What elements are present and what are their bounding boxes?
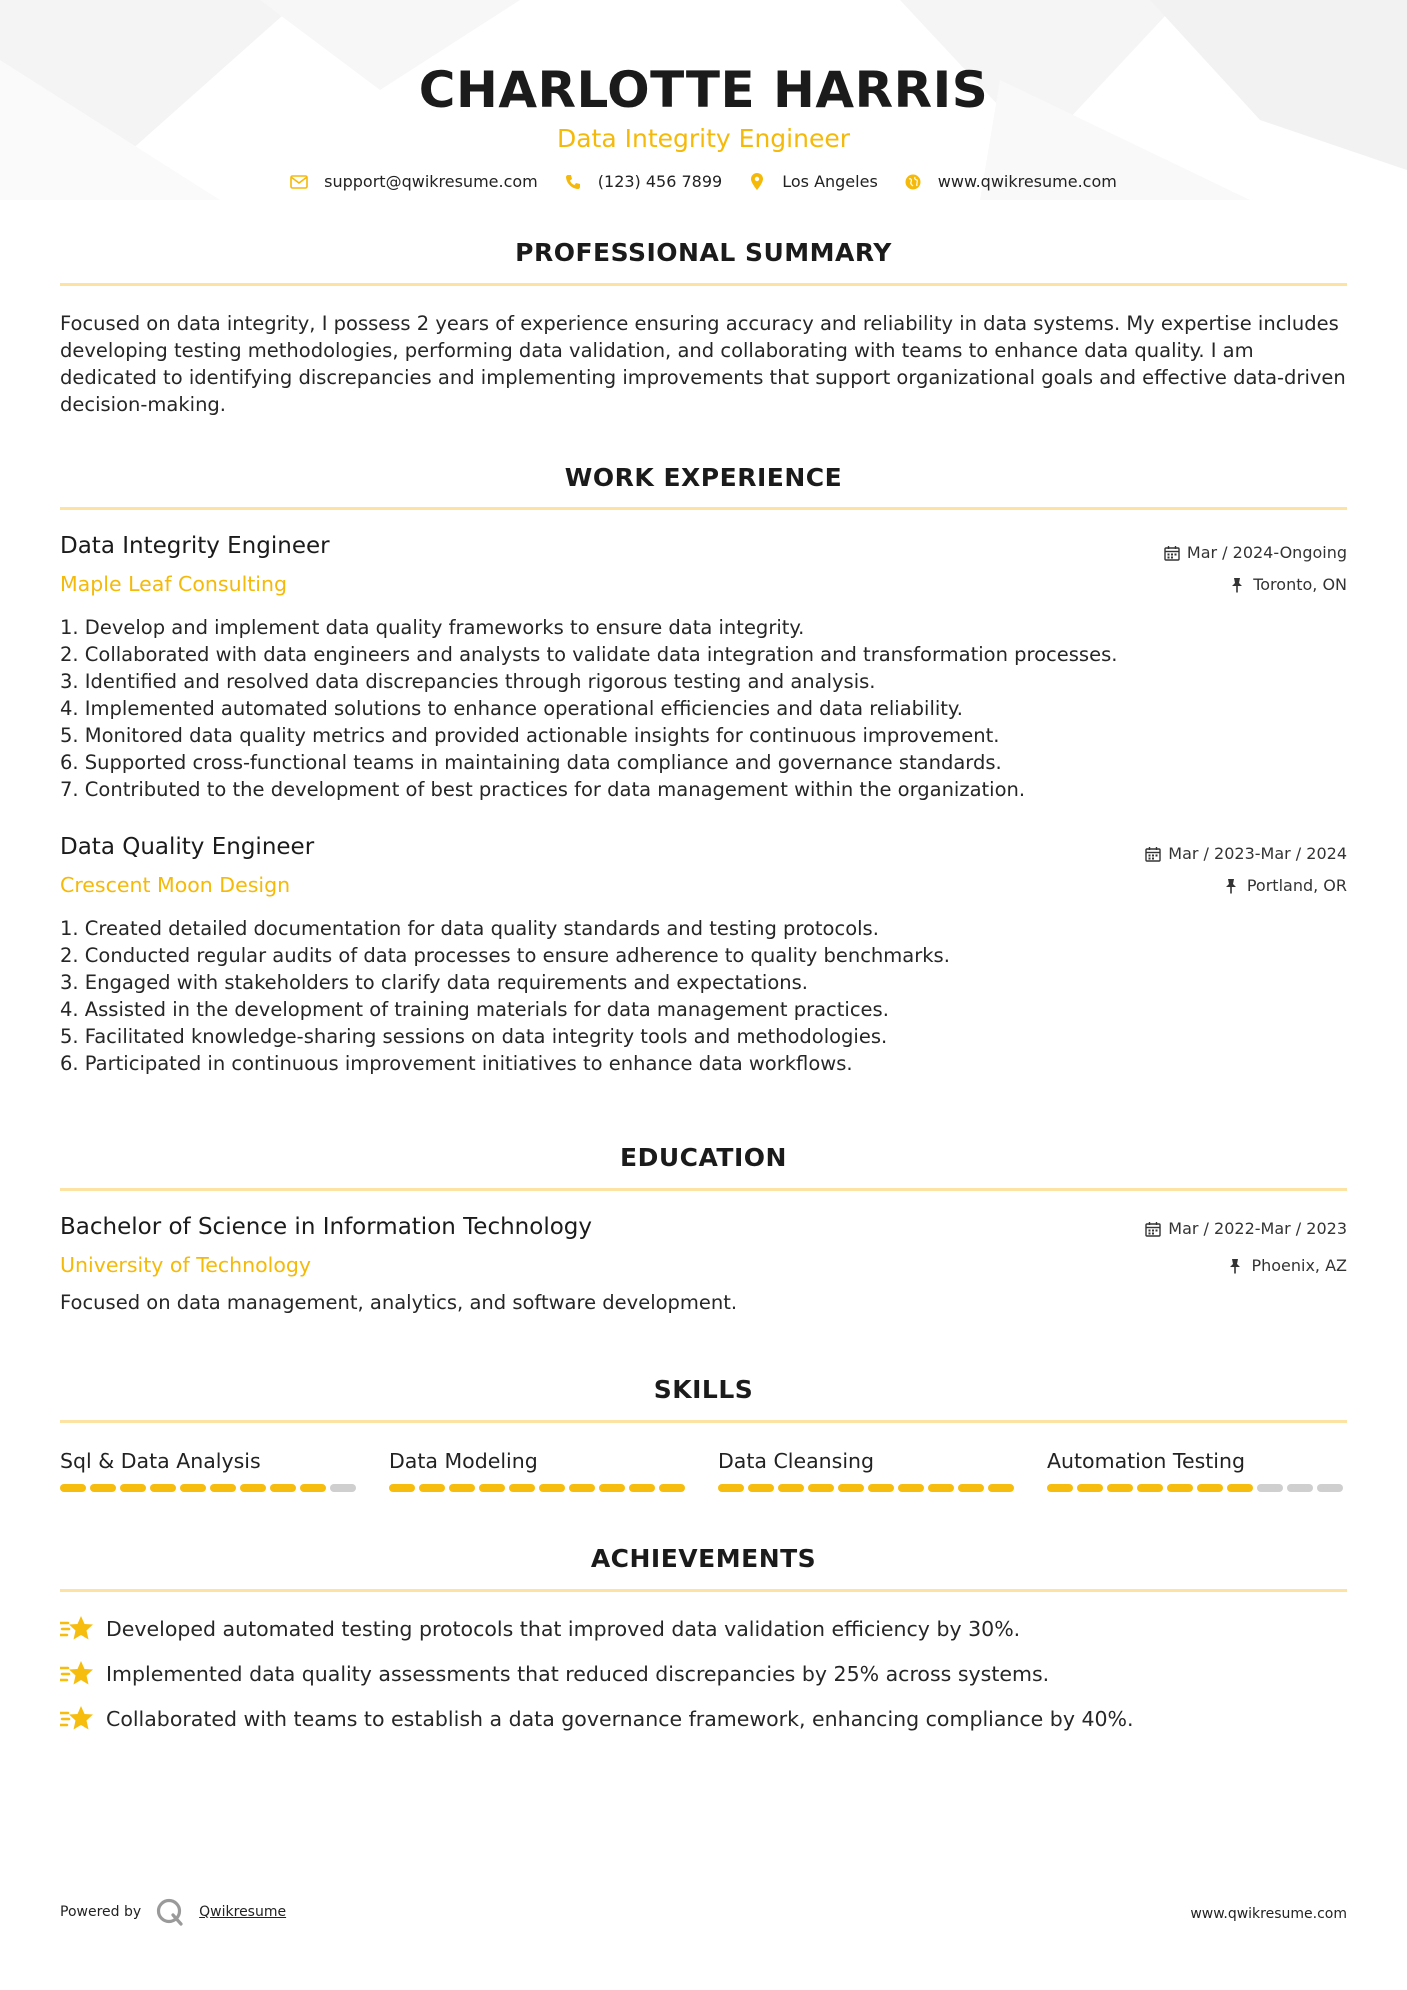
achievement-item bbox=[60, 1659, 1049, 1689]
job-responsibilities bbox=[60, 915, 1350, 1077]
skill-segment-filled bbox=[419, 1484, 445, 1492]
skill-segment-filled bbox=[928, 1484, 954, 1492]
achievement-text: Implemented data quality assessments that reduced discrepancies by 25% across systems. bbox=[106, 1662, 1050, 1686]
contact-phone-text: (123) 456 7899 bbox=[597, 172, 723, 191]
skill-rating-bar bbox=[1047, 1484, 1347, 1492]
skill-segment-filled bbox=[599, 1484, 625, 1492]
qwikresume-link[interactable]: Qwikresume bbox=[199, 1904, 287, 1920]
skill-segment-filled bbox=[1047, 1484, 1073, 1492]
skill-item bbox=[718, 1448, 1018, 1492]
skill-name: Data Cleansing bbox=[718, 1449, 875, 1473]
skill-item bbox=[60, 1448, 360, 1492]
list-item: 5. Facilitated knowledge-sharing sessions on data integrity tools and methodologies. bbox=[60, 1025, 888, 1048]
skill-segment-filled bbox=[1137, 1484, 1163, 1492]
contact-phone[interactable] bbox=[564, 172, 722, 191]
skills-divider bbox=[60, 1420, 1347, 1423]
star-icon bbox=[60, 1659, 94, 1689]
skill-segment-filled bbox=[808, 1484, 834, 1492]
job-dates bbox=[1145, 844, 1347, 863]
job-company: Maple Leaf Consulting bbox=[60, 572, 288, 596]
skill-segment-empty bbox=[330, 1484, 356, 1492]
footer-powered-by bbox=[60, 1897, 286, 1927]
globe-icon bbox=[904, 173, 922, 191]
list-item: 3. Identified and resolved data discrepancies through rigorous testing and analysis. bbox=[60, 670, 876, 693]
job-responsibilities bbox=[60, 614, 1350, 803]
skill-segment-filled bbox=[629, 1484, 655, 1492]
list-item: 4. Implemented automated solutions to enhance operational efficiencies and data reliability. bbox=[60, 697, 963, 720]
map-pin-icon bbox=[748, 173, 766, 191]
skill-segment-filled bbox=[240, 1484, 266, 1492]
skill-segment-filled bbox=[60, 1484, 86, 1492]
skill-name: Data Modeling bbox=[389, 1449, 538, 1473]
education-heading: EDUCATION bbox=[620, 1143, 787, 1172]
achievement-text: Collaborated with teams to establish a data governance framework, enhancing compliance by 40%. bbox=[106, 1707, 1134, 1731]
contact-location bbox=[748, 172, 878, 191]
phone-icon bbox=[564, 173, 582, 191]
skill-segment-filled bbox=[210, 1484, 236, 1492]
skill-segment-empty bbox=[1287, 1484, 1313, 1492]
skill-name: Automation Testing bbox=[1047, 1449, 1245, 1473]
skill-item bbox=[389, 1448, 689, 1492]
contact-email-text: support@qwikresume.com bbox=[324, 172, 538, 191]
skill-segment-filled bbox=[988, 1484, 1014, 1492]
contact-bar bbox=[0, 172, 1407, 191]
skill-segment-filled bbox=[120, 1484, 146, 1492]
skill-rating-bar bbox=[389, 1484, 689, 1492]
resume-header bbox=[0, 58, 1407, 156]
skill-segment-filled bbox=[90, 1484, 116, 1492]
skill-segment-filled bbox=[180, 1484, 206, 1492]
pushpin-icon bbox=[1228, 1258, 1244, 1274]
skill-segment-filled bbox=[449, 1484, 475, 1492]
skills-grid bbox=[60, 1448, 1347, 1492]
skill-segment-filled bbox=[838, 1484, 864, 1492]
skill-segment-empty bbox=[1257, 1484, 1283, 1492]
achievement-item bbox=[60, 1704, 1134, 1734]
job-title: Data Quality Engineer bbox=[60, 834, 315, 860]
education-dates bbox=[1145, 1219, 1347, 1238]
list-item: 1. Created detailed documentation for data quality standards and testing protocols. bbox=[60, 917, 879, 940]
skill-segment-filled bbox=[868, 1484, 894, 1492]
qwikresume-logo-icon bbox=[155, 1897, 185, 1927]
envelope-icon bbox=[290, 173, 308, 191]
skill-segment-filled bbox=[300, 1484, 326, 1492]
list-item: 2. Collaborated with data engineers and analysts to validate data integration and transformation processes. bbox=[60, 643, 1118, 666]
skill-segment-filled bbox=[898, 1484, 924, 1492]
skill-segment-filled bbox=[509, 1484, 535, 1492]
experience-divider bbox=[60, 507, 1347, 510]
list-item: 4. Assisted in the development of training materials for data management practices. bbox=[60, 998, 889, 1021]
job-location-text: Portland, OR bbox=[1246, 876, 1347, 895]
list-item: 3. Engaged with stakeholders to clarify data requirements and expectations. bbox=[60, 971, 808, 994]
candidate-name: CHARLOTTE HARRIS bbox=[418, 61, 989, 119]
summary-divider bbox=[60, 283, 1347, 286]
skill-rating-bar bbox=[60, 1484, 360, 1492]
skill-segment-filled bbox=[1167, 1484, 1193, 1492]
skill-item bbox=[1047, 1448, 1347, 1492]
skill-segment-filled bbox=[389, 1484, 415, 1492]
skill-segment-empty bbox=[1317, 1484, 1343, 1492]
skill-segment-filled bbox=[958, 1484, 984, 1492]
skill-segment-filled bbox=[539, 1484, 565, 1492]
skill-segment-filled bbox=[150, 1484, 176, 1492]
star-icon bbox=[60, 1704, 94, 1734]
school-name: University of Technology bbox=[60, 1253, 312, 1277]
achievements-heading: ACHIEVEMENTS bbox=[590, 1544, 817, 1573]
powered-by-label: Powered by bbox=[60, 1904, 142, 1920]
degree-title: Bachelor of Science in Information Technology bbox=[60, 1214, 592, 1240]
experience-heading: WORK EXPERIENCE bbox=[564, 463, 843, 492]
job-company: Crescent Moon Design bbox=[60, 873, 291, 897]
skill-segment-filled bbox=[479, 1484, 505, 1492]
list-item: 2. Conducted regular audits of data processes to ensure adherence to quality benchmarks. bbox=[60, 944, 950, 967]
contact-email[interactable] bbox=[290, 172, 538, 191]
skill-name: Sql & Data Analysis bbox=[60, 1449, 261, 1473]
achievement-item bbox=[60, 1614, 1020, 1644]
list-item: 6. Participated in continuous improvement initiatives to enhance data workflows. bbox=[60, 1052, 853, 1075]
list-item: 5. Monitored data quality metrics and provided actionable insights for continuous improvement. bbox=[60, 724, 1000, 747]
job-location bbox=[1224, 876, 1347, 895]
job-title: Data Integrity Engineer bbox=[60, 533, 330, 559]
education-location bbox=[1228, 1256, 1347, 1275]
skill-segment-filled bbox=[1227, 1484, 1253, 1492]
contact-website[interactable] bbox=[904, 172, 1117, 191]
contact-website-text: www.qwikresume.com bbox=[937, 172, 1117, 191]
footer-website[interactable]: www.qwikresume.com bbox=[1190, 1906, 1347, 1922]
list-item: 7. Contributed to the development of best practices for data management within the organization. bbox=[60, 778, 1026, 801]
skill-segment-filled bbox=[748, 1484, 774, 1492]
education-location-text: Phoenix, AZ bbox=[1251, 1256, 1347, 1275]
pushpin-icon bbox=[1224, 878, 1240, 894]
achievement-text: Developed automated testing protocols that improved data validation efficiency by 30%. bbox=[106, 1617, 1021, 1641]
calendar-icon bbox=[1145, 846, 1161, 862]
list-item: 1. Develop and implement data quality frameworks to ensure data integrity. bbox=[60, 616, 805, 639]
skill-segment-filled bbox=[718, 1484, 744, 1492]
skills-heading: SKILLS bbox=[653, 1375, 754, 1404]
skill-segment-filled bbox=[778, 1484, 804, 1492]
candidate-title: Data Integrity Engineer bbox=[556, 124, 851, 153]
skill-segment-filled bbox=[569, 1484, 595, 1492]
job-location-text: Toronto, ON bbox=[1253, 575, 1347, 594]
pushpin-icon bbox=[1230, 577, 1246, 593]
job-location bbox=[1230, 575, 1347, 594]
skill-rating-bar bbox=[718, 1484, 1018, 1492]
education-dates-text: Mar / 2022-Mar / 2023 bbox=[1168, 1219, 1347, 1238]
skill-segment-filled bbox=[1197, 1484, 1223, 1492]
skill-segment-filled bbox=[659, 1484, 685, 1492]
achievements-divider bbox=[60, 1589, 1347, 1592]
skill-segment-filled bbox=[270, 1484, 296, 1492]
job-dates-text: Mar / 2023-Mar / 2024 bbox=[1168, 844, 1347, 863]
skill-segment-filled bbox=[1077, 1484, 1103, 1492]
calendar-icon bbox=[1145, 1221, 1161, 1237]
summary-text: Focused on data integrity, I possess 2 years of experience ensuring accuracy and reliability in data systems. My expertise includes developing testing methodologies, performing data validation, and collaborating with teams to enhance data quality. I am dedicated to identifying discrepancies and implementing improvements that support organizational goals and effective data-driven decision-making. bbox=[60, 312, 1346, 416]
star-icon bbox=[60, 1614, 94, 1644]
education-divider bbox=[60, 1188, 1347, 1191]
skill-segment-filled bbox=[1107, 1484, 1133, 1492]
education-description: Focused on data management, analytics, and software development. bbox=[60, 1291, 738, 1314]
job-dates-text: Mar / 2024-Ongoing bbox=[1186, 543, 1347, 562]
contact-location-text: Los Angeles bbox=[782, 172, 878, 191]
summary-heading: PROFESSIONAL SUMMARY bbox=[515, 238, 892, 267]
job-dates bbox=[1164, 543, 1347, 562]
list-item: 6. Supported cross-functional teams in maintaining data compliance and governance standards. bbox=[60, 751, 1002, 774]
calendar-icon bbox=[1164, 545, 1180, 561]
